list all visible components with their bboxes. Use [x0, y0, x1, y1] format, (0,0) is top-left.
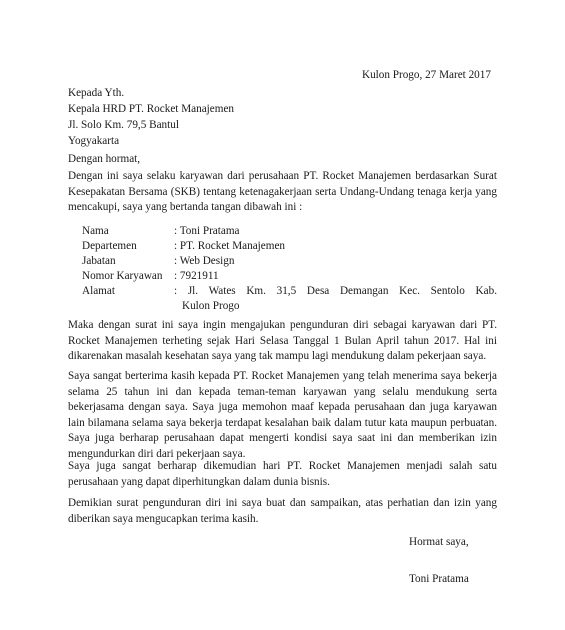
- address-line-2: Kulon Progo: [182, 300, 240, 312]
- intro-paragraph: Dengan ini saya selaku karyawan dari perusahaan PT. Rocket Manajemen berdasarkan Surat Kesepakatan Bersama (SKB) tentang ketenagakerjaan serta Undang-Undang tenaga kerja yang mencakupi, saya yang bertanda tangan dibawah ini :: [68, 170, 497, 213]
- detail-value-department: : PT. Rocket Manajemen: [174, 240, 286, 252]
- detail-value-position: : Web Design: [174, 255, 235, 267]
- detail-label-employee-number: Nomor Karyawan: [82, 270, 163, 282]
- detail-label-name: Nama: [82, 225, 109, 237]
- recipient-line-3: Jl. Solo Km. 79,5 Bantul: [68, 119, 179, 131]
- recipient-line-1: Kepada Yth.: [68, 87, 125, 99]
- recipient-line-2: Kepala HRD PT. Rocket Manajemen: [68, 103, 235, 115]
- detail-value-employee-number: : 7921911: [174, 270, 219, 282]
- letter-date: Kulon Progo, 27 Maret 2017: [362, 69, 491, 81]
- body-paragraph-1: Maka dengan surat ini saya ingin mengajukan pengunduran diri sebagai karyawan dari PT. Rocket Manajemen terheting sejak Hari Selasa Tanggal 1 Bulan April tahun 2017. Hal ini dikarenakan masalah kesehatan saya yang tak mampu lagi mendukung dalam pekerjaan saya.: [68, 319, 497, 362]
- detail-label-department: Departemen: [82, 240, 137, 252]
- detail-label-address: Alamat: [82, 285, 115, 297]
- address-line-1: : Jl. Wates Km. 31,5 Desa Demangan Kec. Sentolo Kab.: [174, 285, 497, 297]
- recipient-line-4: Yogyakarta: [68, 135, 120, 147]
- detail-label-position: Jabatan: [82, 255, 116, 267]
- greeting: Dengan hormat,: [68, 153, 141, 165]
- signature-name: Toni Pratama: [409, 573, 469, 585]
- closing-salutation: Hormat saya,: [409, 536, 469, 548]
- detail-value-address: [174, 284, 497, 314]
- body-paragraph-2: Saya sangat berterima kasih kepada PT. Rocket Manajemen yang telah menerima saya bekerja selama 25 tahun ini dan kepada teman-teman karyawan yang selalu mendukung serta bekerjasama dengan saya. Saya juga memohon maaf kepada perusahaan dan juga karyawan lain bilamana selama saya bekerja terdapat kesalahan baik dalam tutur kata maupun perbuatan. Saya juga berharap perusahaan dapat mengerti kondisi saya saat ini dan memberikan izin mengundurkan diri dari pekerjaan saya.: [68, 370, 497, 460]
- detail-value-name: : Toni Pratama: [174, 225, 240, 237]
- body-paragraph-4: Demikian surat pengunduran diri ini saya buat dan sampaikan, atas perhatian dan izin yang diberikan saya mengucapkan terima kasih.: [68, 497, 497, 525]
- body-paragraph-3: Saya juga sangat berharap dikemudian hari PT. Rocket Manajemen menjadi salah satu perusahaan yang dapat diperhitungkan dalam dunia bisnis.: [68, 460, 497, 488]
